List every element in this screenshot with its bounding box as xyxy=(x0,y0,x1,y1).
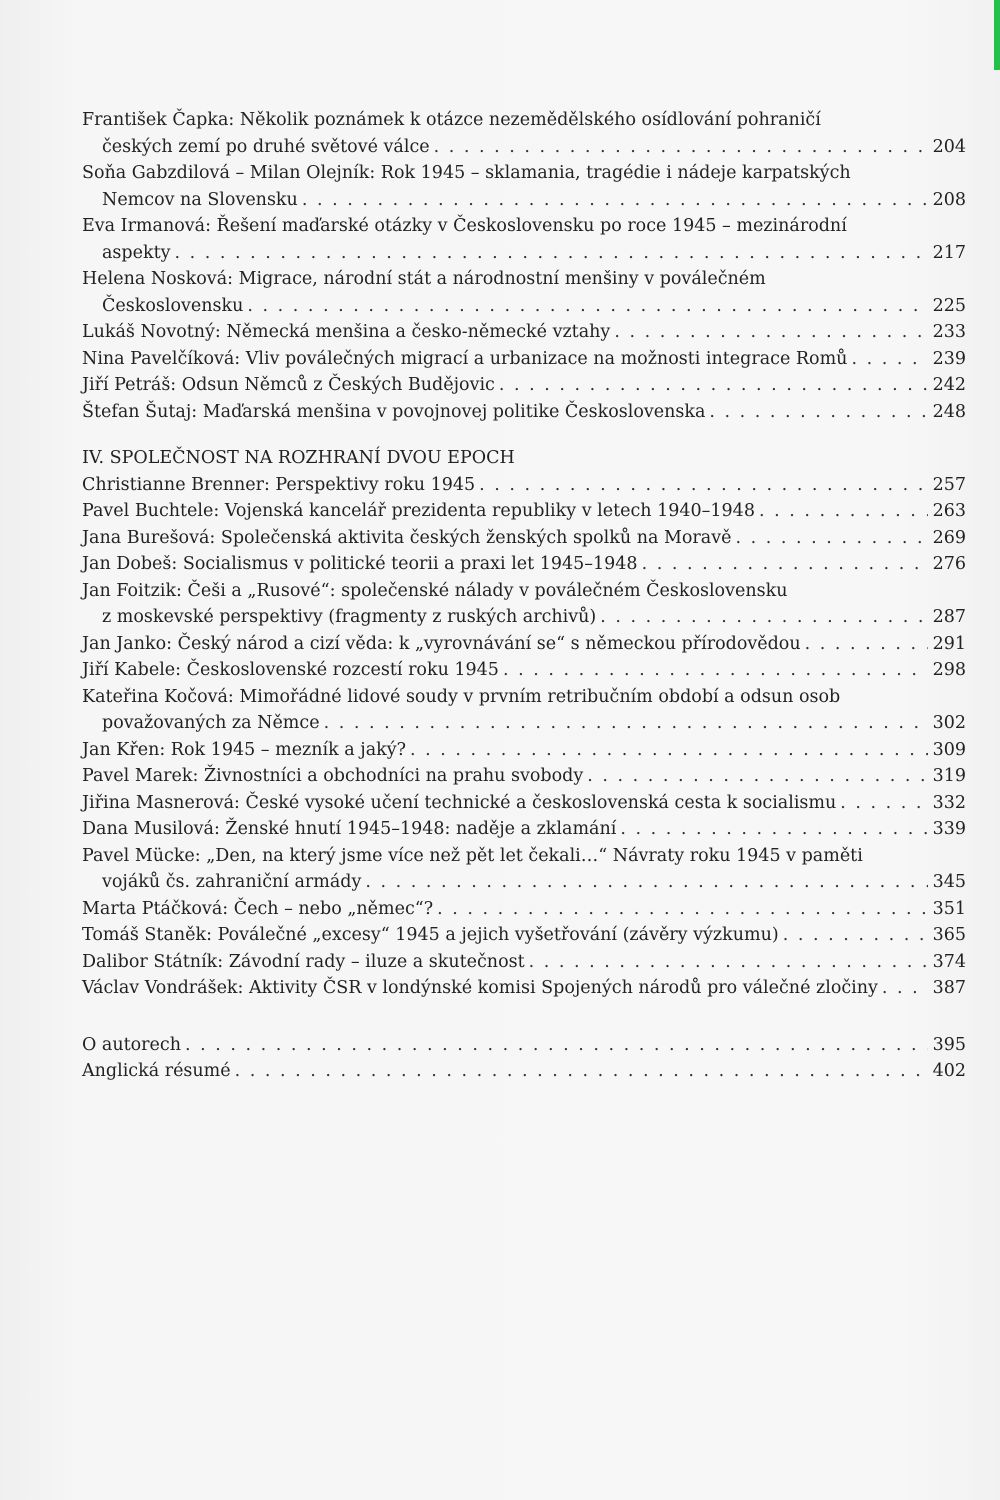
toc-entry-title: Pavel Mücke: „Den, na který jsme více než pět let čekali…“ Návraty roku 1945 v paměti xyxy=(82,845,863,866)
toc-entry-line xyxy=(82,498,966,525)
toc-entry-title: Jiří Petráš: Odsun Němců z Českých Budějovic xyxy=(82,375,495,395)
toc-entry-line xyxy=(82,107,966,134)
toc-entry xyxy=(82,684,966,737)
page-number: 208 xyxy=(932,189,966,210)
toc-entry xyxy=(82,1032,966,1059)
toc-entry-title: Jiří Kabele: Československé rozcestí roku 1945 xyxy=(82,660,499,680)
leader-dots xyxy=(783,922,928,949)
spacer xyxy=(82,1002,966,1032)
toc-entry xyxy=(82,346,966,373)
toc-entry-title: Lukáš Novotný: Německá menšina a česko-německé vztahy xyxy=(82,322,611,342)
toc-entry xyxy=(82,525,966,552)
toc-entry xyxy=(82,843,966,896)
toc-entry-title: Helena Nosková: Migrace, národní stát a národnostní menšiny v poválečném xyxy=(82,269,766,289)
page-number: 248 xyxy=(932,401,966,422)
toc-entry-title: Pavel Buchtele: Vojenská kancelář prezidenta republiky v letech 1940–1948 xyxy=(82,501,755,521)
toc-entry-line xyxy=(82,240,966,267)
toc-entry xyxy=(82,213,966,266)
toc-entry xyxy=(82,472,966,499)
toc-entry-line xyxy=(82,293,966,320)
toc-entry-line xyxy=(82,737,966,764)
toc-entry-line xyxy=(82,551,966,578)
toc-entry-line xyxy=(82,975,966,1002)
toc-entry-line xyxy=(82,790,966,817)
toc-entry-title: Kateřina Kočová: Mimořádné lidové soudy v prvním retribučním období a odsun osob xyxy=(82,686,841,707)
leader-dots xyxy=(614,319,928,346)
toc-entry-line xyxy=(82,631,966,658)
toc-entry xyxy=(82,790,966,817)
toc-entry-title: Nina Pavelčíková: Vliv poválečných migrací a urbanizace na možnosti integrace Romů xyxy=(82,348,848,369)
page-number: 217 xyxy=(932,242,966,263)
toc-entry xyxy=(82,160,966,213)
page-number: 395 xyxy=(932,1034,966,1055)
toc-entry-title: aspekty xyxy=(102,242,171,263)
leader-dots xyxy=(587,763,928,790)
page-number: 345 xyxy=(932,872,966,892)
leader-dots xyxy=(302,187,928,214)
toc-entry xyxy=(82,657,966,684)
page-number: 257 xyxy=(932,474,966,495)
toc-entry-line xyxy=(82,604,966,631)
page-number: 269 xyxy=(932,527,966,548)
toc-entry-line xyxy=(82,187,966,214)
toc-entry-line xyxy=(82,684,966,711)
toc-entry xyxy=(82,816,966,843)
toc-entry-title: Anglická résumé xyxy=(82,1061,231,1081)
toc-part-4 xyxy=(82,472,966,1002)
table-of-contents xyxy=(82,107,966,1085)
toc-entry-title: českých zemí po druhé světové válce xyxy=(102,136,430,157)
leader-dots xyxy=(840,790,928,817)
toc-entry-title: Štefan Šutaj: Maďarská menšina v povojnovej politike Československa xyxy=(82,401,706,422)
leader-dots xyxy=(851,346,928,373)
toc-entry-title: považovaných za Němce xyxy=(102,713,320,733)
toc-entry xyxy=(82,551,966,578)
toc-entry-title: Dana Musilová: Ženské hnutí 1945–1948: naděje a zklamání xyxy=(82,819,617,839)
toc-entry-title: vojáků čs. zahraniční armády xyxy=(102,872,362,892)
page-edge-marker xyxy=(994,0,1000,70)
toc-entry-title: O autorech xyxy=(82,1034,181,1055)
toc-entry xyxy=(82,372,966,399)
toc-entry-title: Jan Janko: Český národ a cizí věda: k „vyrovnávání se“ s německou přírodovědou xyxy=(82,633,801,654)
toc-entry-line xyxy=(82,346,966,373)
toc-entry-line xyxy=(82,1058,966,1085)
toc-entry-line xyxy=(82,710,966,737)
toc-entry xyxy=(82,319,966,346)
page-number: 365 xyxy=(932,925,966,945)
toc-entry xyxy=(82,399,966,426)
toc-entry-title: Pavel Marek: Živnostníci a obchodníci na prahu svobody xyxy=(82,766,584,786)
leader-dots xyxy=(759,498,928,525)
toc-entry-line xyxy=(82,134,966,161)
section-heading: IV. SPOLEČNOST NA ROZHRANÍ DVOU EPOCH xyxy=(82,448,515,468)
toc-entry-line xyxy=(82,525,966,552)
leader-dots xyxy=(709,399,928,426)
toc-entry xyxy=(82,107,966,160)
page-number: 387 xyxy=(932,978,966,998)
leader-dots xyxy=(365,869,928,896)
toc-entry-title: Jan Foitzik: Češi a „Rusové“: společenské nálady v poválečném Československu xyxy=(82,580,788,601)
leader-dots xyxy=(805,631,928,658)
page-number: 233 xyxy=(932,322,966,342)
toc-entry xyxy=(82,1058,966,1085)
toc-entry xyxy=(82,949,966,976)
toc-entry-line xyxy=(82,399,966,426)
toc-entry-line xyxy=(82,896,966,923)
toc-entry-line xyxy=(82,816,966,843)
toc-entry-line xyxy=(82,160,966,187)
leader-dots xyxy=(437,896,928,923)
leader-dots xyxy=(434,134,928,161)
page-number: 374 xyxy=(932,951,966,972)
leader-dots xyxy=(735,525,928,552)
toc-entry xyxy=(82,975,966,1002)
page-number: 298 xyxy=(932,660,966,680)
toc-entry-title: Dalibor Státník: Závodní rady – iluze a skutečnost xyxy=(82,951,525,972)
page-number: 402 xyxy=(932,1061,966,1081)
toc-entry-line xyxy=(82,266,966,293)
toc-entry-title: z moskevské perspektivy (fragmenty z ruských archivů) xyxy=(102,607,597,627)
leader-dots xyxy=(600,604,928,631)
toc-entry-line xyxy=(82,657,966,684)
page-number: 351 xyxy=(932,898,966,919)
page-number: 339 xyxy=(932,819,966,839)
leader-dots xyxy=(642,551,928,578)
toc-entry-title: Christianne Brenner: Perspektivy roku 1945 xyxy=(82,474,476,495)
page-number: 242 xyxy=(932,375,966,395)
toc-entry-line xyxy=(82,869,966,896)
toc-entry-line xyxy=(82,843,966,870)
page-number: 287 xyxy=(932,607,966,627)
page-number: 319 xyxy=(932,766,966,786)
leader-dots xyxy=(185,1032,928,1059)
page-number: 276 xyxy=(932,554,966,574)
toc-entry-line xyxy=(82,578,966,605)
toc-entry xyxy=(82,737,966,764)
toc-entry-title: Československu xyxy=(102,295,244,316)
leader-dots xyxy=(410,737,928,764)
toc-entry-title: František Čapka: Několik poznámek k otázce nezemědělského osídlování pohraničí xyxy=(82,110,821,130)
toc-entry-line xyxy=(82,472,966,499)
page-number: 291 xyxy=(932,633,966,654)
toc-entry-title: Jiřina Masnerová: České vysoké učení technické a československá cesta k socialismu xyxy=(82,792,837,813)
toc-entry xyxy=(82,631,966,658)
toc-part-3-continued xyxy=(82,107,966,425)
toc-entry-line xyxy=(82,213,966,240)
leader-dots xyxy=(324,710,928,737)
leader-dots xyxy=(620,816,928,843)
toc-entry-title: Václav Vondrášek: Aktivity ČSR v londýnské komisi Spojených národů pro válečné zločiny xyxy=(82,978,878,998)
leader-dots xyxy=(247,293,928,320)
toc-entry-title: Tomáš Staněk: Poválečné „excesy“ 1945 a jejich vyšetřování (závěry výzkumu) xyxy=(82,925,779,945)
page-number: 204 xyxy=(932,136,966,157)
leader-dots xyxy=(479,472,928,499)
toc-entry-title: Jana Burešová: Společenská aktivita českých ženských spolků na Moravě xyxy=(82,527,732,548)
toc-entry xyxy=(82,578,966,631)
toc-entry-title: Eva Irmanová: Řešení maďarské otázky v Československu po roce 1945 – mezinárodní xyxy=(82,216,847,236)
toc-entry-line xyxy=(82,922,966,949)
page-number: 225 xyxy=(932,295,966,316)
toc-entry-title: Jan Křen: Rok 1945 – mezník a jaký? xyxy=(82,739,407,760)
page-number: 309 xyxy=(932,739,966,760)
toc-entry-line xyxy=(82,949,966,976)
toc-entry-line xyxy=(82,372,966,399)
leader-dots xyxy=(503,657,928,684)
toc-back-matter xyxy=(82,1032,966,1085)
page-number: 239 xyxy=(932,348,966,369)
leader-dots xyxy=(529,949,928,976)
page-number: 302 xyxy=(932,713,966,733)
toc-entry xyxy=(82,896,966,923)
toc-entry-line xyxy=(82,1032,966,1059)
toc-entry xyxy=(82,498,966,525)
toc-entry xyxy=(82,922,966,949)
toc-entry-title: Soňa Gabzdilová – Milan Olejník: Rok 1945 – sklamania, tragédie i nádeje karpatských xyxy=(82,163,851,183)
toc-entry-line xyxy=(82,763,966,790)
leader-dots xyxy=(882,975,928,1002)
page-number: 263 xyxy=(932,501,966,521)
page-number: 332 xyxy=(932,792,966,813)
toc-entry xyxy=(82,763,966,790)
leader-dots xyxy=(235,1058,928,1085)
toc-entry-title: Nemcov na Slovensku xyxy=(102,189,298,210)
leader-dots xyxy=(499,372,928,399)
toc-entry xyxy=(82,266,966,319)
toc-entry-title: Jan Dobeš: Socialismus v politické teorii a praxi let 1945–1948 xyxy=(82,554,638,574)
toc-entry-line xyxy=(82,319,966,346)
toc-entry-title: Marta Ptáčková: Čech – nebo „němec“? xyxy=(82,898,434,919)
leader-dots xyxy=(175,240,929,267)
